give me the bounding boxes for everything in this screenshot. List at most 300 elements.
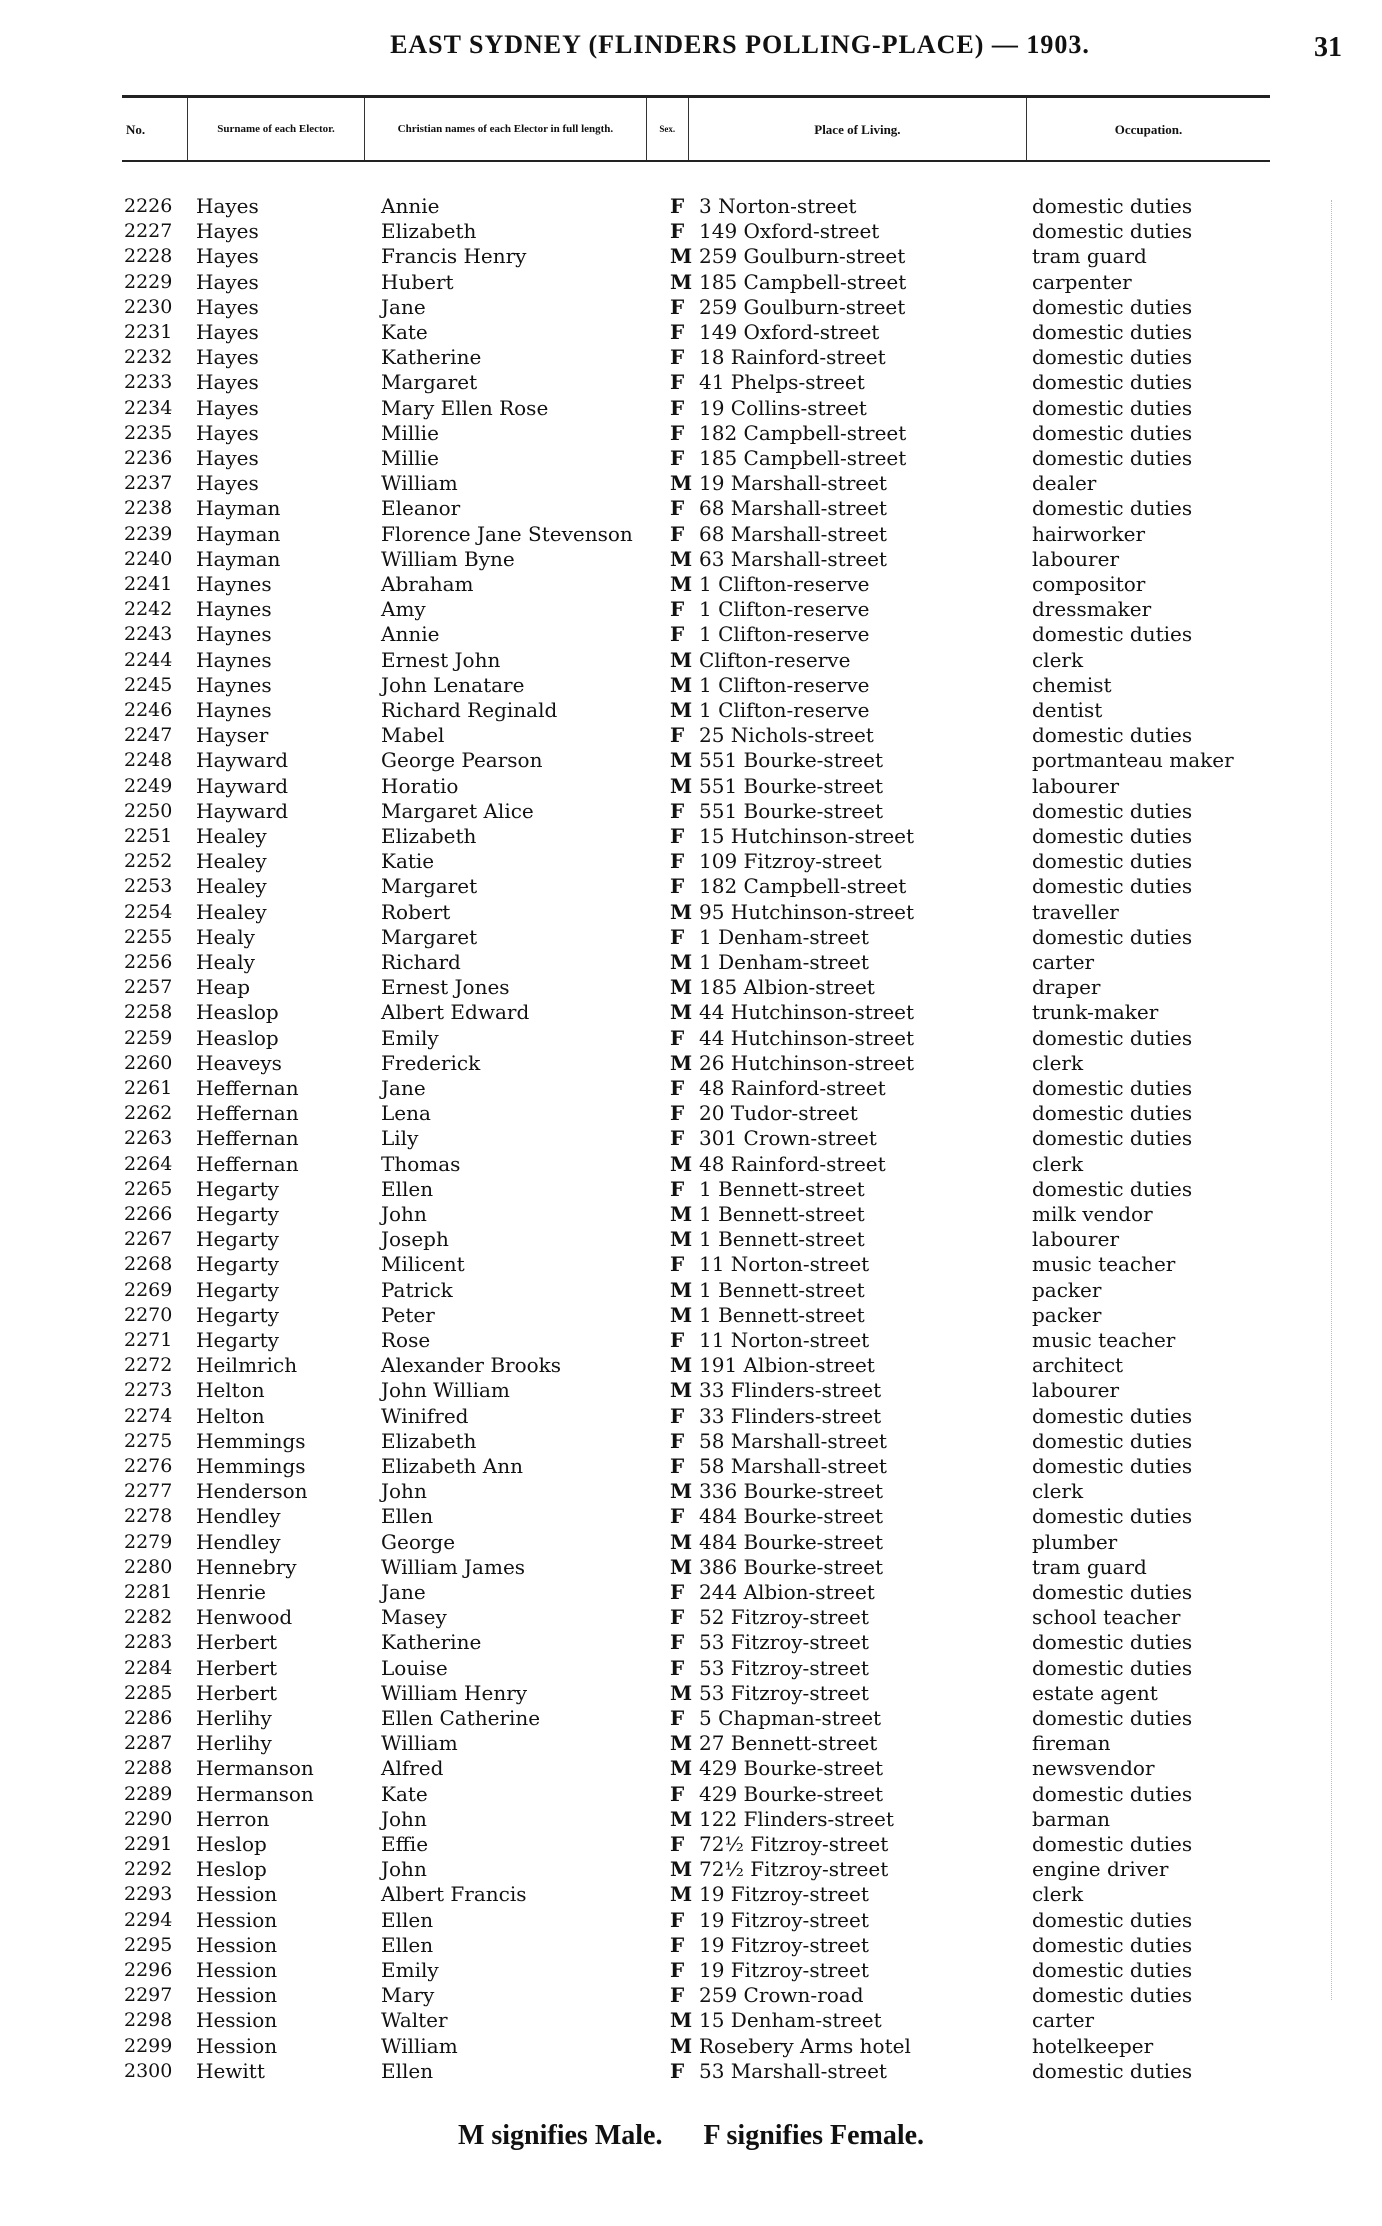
row-number: 2259 (124, 1026, 173, 1049)
row-place: 301 Crown-street (699, 1126, 877, 1151)
table-row (0, 370, 1382, 395)
row-place: 68 Marshall-street (699, 496, 887, 521)
row-occupation: school teacher (1032, 1605, 1181, 1630)
table-row (0, 270, 1382, 295)
row-surname: Haynes (196, 597, 272, 622)
row-number: 2258 (124, 1001, 173, 1024)
row-christian-names: Emily (381, 1958, 439, 1982)
row-number: 2291 (124, 1833, 173, 1855)
table-row (0, 1681, 1382, 1706)
row-number: 2277 (124, 1480, 173, 1503)
table-row (0, 1555, 1382, 1580)
row-christian-names: Winifred (381, 1403, 469, 1428)
row-sex: M (670, 1479, 693, 1504)
row-surname: Heffernan (196, 1101, 299, 1126)
row-place: 5 Chapman-street (699, 1706, 882, 1730)
row-christian-names: George (381, 1529, 456, 1554)
row-sex: M (670, 1680, 693, 1705)
row-place: 68 Marshall-street (699, 521, 887, 546)
row-surname: Heaslop (196, 1025, 279, 1050)
row-sex: M (670, 1302, 693, 1327)
table-row (0, 1252, 1382, 1277)
row-occupation: carpenter (1032, 269, 1132, 294)
row-number: 2237 (124, 472, 173, 495)
row-place: 33 Flinders-street (699, 1378, 882, 1403)
row-number: 2246 (124, 699, 173, 721)
row-christian-names: Elizabeth (381, 1428, 477, 1453)
row-occupation: domestic duties (1032, 798, 1193, 823)
table-row (0, 522, 1382, 547)
row-place: 1 Clifton-reserve (699, 597, 870, 622)
row-christian-names: Elizabeth (381, 824, 477, 848)
row-christian-names: Katie (381, 849, 435, 874)
row-christian-names: Mary (381, 1983, 435, 2008)
row-surname: Heaveys (196, 1050, 282, 1075)
row-occupation: domestic duties (1032, 1907, 1193, 1932)
row-christian-names: Eleanor (381, 496, 461, 521)
row-surname: Healey (196, 874, 267, 899)
row-sex: M (670, 1000, 693, 1025)
row-surname: Hegarty (196, 1302, 279, 1327)
row-surname: Hayes (196, 446, 259, 470)
row-surname: Hennebry (196, 1554, 297, 1579)
row-place: 259 Goulburn-street (699, 244, 906, 269)
row-place: 191 Albion-street (699, 1353, 875, 1378)
row-place: 429 Bourke-street (699, 1781, 883, 1806)
row-number: 2227 (124, 220, 173, 243)
row-sex: F (670, 496, 685, 521)
row-surname: Hewitt (196, 2058, 265, 2083)
row-place: 1 Denham-street (699, 924, 869, 949)
row-sex: F (670, 1706, 685, 1730)
row-number: 2272 (124, 1354, 173, 1377)
row-place: 259 Crown-road (699, 1983, 864, 2008)
row-sex: F (670, 723, 685, 748)
row-number: 2245 (124, 673, 173, 696)
row-number: 2244 (124, 648, 173, 671)
row-occupation: domestic duties (1032, 1832, 1193, 1856)
row-surname: Hayes (196, 345, 259, 370)
row-place: 26 Hutchinson-street (699, 1050, 915, 1075)
row-sex: F (670, 798, 685, 823)
row-occupation: clerk (1032, 1479, 1084, 1504)
table-row (0, 2059, 1382, 2084)
row-occupation: dealer (1032, 471, 1097, 496)
row-surname: Heap (196, 975, 251, 1000)
table-row (0, 622, 1382, 647)
row-sex: M (670, 1529, 693, 1554)
row-sex: F (670, 1126, 685, 1151)
row-christian-names: William James (381, 1554, 526, 1579)
row-occupation: clerk (1032, 1050, 1084, 1075)
row-number: 2232 (124, 346, 173, 369)
col-header-place: Place of Living. (689, 98, 1027, 160)
table-row (0, 1328, 1382, 1353)
row-number: 2273 (124, 1379, 173, 1402)
row-sex: F (670, 446, 685, 470)
row-christian-names: Frederick (381, 1050, 481, 1075)
table-row (0, 698, 1382, 723)
row-christian-names: Richard (381, 950, 461, 974)
row-place: 19 Fitzroy-street (699, 1882, 869, 1907)
row-surname: Heslop (196, 1832, 267, 1856)
row-number: 2266 (124, 1203, 173, 1225)
row-sex: F (670, 294, 685, 319)
row-surname: Hegarty (196, 1227, 279, 1252)
row-christian-names: Joseph (381, 1227, 449, 1252)
row-number: 2230 (124, 295, 173, 318)
row-sex: M (670, 471, 693, 496)
row-place: 95 Hutchinson-street (699, 899, 915, 924)
row-place: 1 Bennett-street (699, 1227, 865, 1252)
row-christian-names: Kate (381, 1781, 428, 1806)
table-row (0, 295, 1382, 320)
table-row (0, 1026, 1382, 1051)
table-row (0, 1857, 1382, 1882)
row-christian-names: Walter (381, 2008, 448, 2033)
row-occupation: traveller (1032, 899, 1119, 924)
table-row (0, 824, 1382, 849)
col-header-no: No. (122, 98, 188, 160)
row-sex: M (670, 1731, 693, 1756)
row-occupation: domestic duties (1032, 395, 1193, 420)
row-sex: F (670, 1176, 685, 1201)
table-row (0, 1731, 1382, 1756)
row-occupation: hotelkeeper (1032, 2033, 1154, 2058)
row-number: 2247 (124, 724, 173, 747)
row-number: 2282 (124, 1606, 173, 1629)
row-occupation: domestic duties (1032, 1781, 1193, 1806)
female-key: F signifies Female. (703, 2120, 925, 2151)
row-number: 2295 (124, 1933, 173, 1956)
row-surname: Haynes (196, 647, 272, 672)
table-row (0, 194, 1382, 219)
row-christian-names: Alfred (381, 1756, 444, 1781)
row-sex: F (670, 1932, 685, 1957)
row-occupation: carter (1032, 950, 1095, 974)
row-surname: Hegarty (196, 1277, 279, 1302)
table-row (0, 673, 1382, 698)
row-christian-names: Mary Ellen Rose (381, 395, 549, 420)
row-sex: F (670, 1655, 685, 1680)
row-sex: F (670, 1580, 685, 1604)
row-sex: M (670, 975, 693, 1000)
row-sex: F (670, 420, 685, 445)
table-row (0, 1051, 1382, 1076)
row-occupation: domestic duties (1032, 1076, 1193, 1100)
table-row (0, 1832, 1382, 1857)
row-occupation: fireman (1032, 1731, 1111, 1756)
row-number: 2294 (124, 1908, 173, 1931)
row-occupation: domestic duties (1032, 345, 1193, 370)
row-number: 2265 (124, 1177, 173, 1200)
row-christian-names: Masey (381, 1605, 447, 1630)
row-number: 2236 (124, 447, 173, 469)
row-occupation: domestic duties (1032, 1932, 1193, 1957)
row-occupation: domestic duties (1032, 1454, 1193, 1478)
row-sex: F (670, 1076, 685, 1100)
row-sex: M (670, 748, 693, 773)
row-christian-names: Katherine (381, 1630, 482, 1655)
row-place: 33 Flinders-street (699, 1403, 882, 1428)
row-place: 19 Fitzroy-street (699, 1932, 869, 1957)
row-sex: F (670, 1958, 685, 1982)
row-surname: Haynes (196, 572, 272, 596)
row-occupation: newsvendor (1032, 1756, 1155, 1781)
row-christian-names: Francis Henry (381, 244, 527, 269)
row-number: 2240 (124, 547, 173, 570)
table-row (0, 1630, 1382, 1655)
row-surname: Helton (196, 1403, 265, 1428)
table-row (0, 1076, 1382, 1101)
row-christian-names: Albert Francis (381, 1882, 527, 1907)
row-number: 2292 (124, 1858, 173, 1881)
row-occupation: domestic duties (1032, 1706, 1193, 1730)
row-sex: F (670, 1403, 685, 1428)
row-sex: M (670, 1227, 693, 1252)
row-sex: M (670, 1151, 693, 1176)
row-number: 2287 (124, 1732, 173, 1755)
row-occupation: engine driver (1032, 1857, 1169, 1882)
row-place: 72½ Fitzroy-street (699, 1832, 889, 1856)
row-sex: F (670, 1907, 685, 1932)
row-number: 2264 (124, 1152, 173, 1175)
row-number: 2293 (124, 1883, 173, 1906)
male-key: M signifies Male. (457, 2120, 663, 2151)
row-occupation: milk vendor (1032, 1202, 1153, 1226)
row-christian-names: Annie (381, 622, 440, 647)
row-number: 2284 (124, 1656, 173, 1679)
row-place: 72½ Fitzroy-street (699, 1857, 889, 1882)
row-christian-names: Millie (381, 446, 439, 470)
row-occupation: music teacher (1032, 1328, 1176, 1352)
row-surname: Heilmrich (196, 1353, 298, 1378)
row-sex: M (670, 244, 693, 269)
row-occupation: domestic duties (1032, 320, 1193, 344)
row-occupation: domestic duties (1032, 824, 1193, 848)
row-occupation: domestic duties (1032, 1176, 1193, 1201)
row-place: 3 Norton-street (699, 194, 857, 218)
row-christian-names: Katherine (381, 345, 482, 370)
row-occupation: domestic duties (1032, 1403, 1193, 1428)
row-occupation: labourer (1032, 1378, 1120, 1403)
row-surname: Healey (196, 899, 267, 924)
row-place: 63 Marshall-street (699, 546, 887, 571)
row-christian-names: Margaret (381, 874, 478, 899)
row-occupation: domestic duties (1032, 219, 1193, 244)
page-title: EAST SYDNEY (FLINDERS POLLING-PLACE) — 1903. (390, 30, 1090, 59)
row-surname: Haynes (196, 698, 272, 722)
row-surname: Hayman (196, 496, 281, 521)
row-surname: Heffernan (196, 1151, 299, 1176)
table-row (0, 1605, 1382, 1630)
row-surname: Herron (196, 1806, 270, 1831)
row-christian-names: Effie (381, 1832, 429, 1856)
row-number: 2299 (124, 2034, 173, 2057)
row-christian-names: Albert Edward (381, 1000, 530, 1025)
row-sex: M (670, 1857, 693, 1882)
row-christian-names: Ellen (381, 1176, 434, 1201)
row-sex: F (670, 1025, 685, 1050)
table-row (0, 774, 1382, 799)
row-christian-names: Jane (381, 1076, 426, 1100)
row-surname: Heaslop (196, 1000, 279, 1025)
row-occupation: tram guard (1032, 1554, 1147, 1579)
row-surname: Hession (196, 1882, 278, 1907)
table-row (0, 2034, 1382, 2059)
row-place: 48 Rainford-street (699, 1151, 886, 1176)
row-sex: M (670, 1756, 693, 1781)
page-number: 31 (1314, 32, 1342, 63)
row-surname: Henrie (196, 1580, 266, 1604)
row-place: 53 Marshall-street (699, 2058, 887, 2083)
row-place: 19 Fitzroy-street (699, 1958, 869, 1982)
row-surname: Hayes (196, 294, 259, 319)
table-row (0, 1504, 1382, 1529)
row-occupation: carter (1032, 2008, 1095, 2033)
row-christian-names: Margaret Alice (381, 798, 534, 823)
row-place: 19 Collins-street (699, 395, 867, 420)
table-row (0, 849, 1382, 874)
row-christian-names: Abraham (381, 572, 474, 596)
row-sex: F (670, 345, 685, 370)
row-place: 11 Norton-street (699, 1252, 870, 1277)
row-occupation: domestic duties (1032, 874, 1193, 899)
row-christian-names: Millie (381, 420, 439, 445)
row-number: 2231 (124, 321, 173, 343)
row-surname: Hayward (196, 748, 289, 773)
row-surname: Herlihy (196, 1706, 272, 1730)
row-occupation: domestic duties (1032, 1428, 1193, 1453)
table-row (0, 1429, 1382, 1454)
row-christian-names: Hubert (381, 269, 454, 294)
row-number: 2254 (124, 900, 173, 923)
row-sex: F (670, 370, 685, 395)
table-row (0, 471, 1382, 496)
row-sex: M (670, 672, 693, 697)
row-surname: Hayes (196, 320, 259, 344)
row-occupation: labourer (1032, 546, 1120, 571)
table-row (0, 950, 1382, 975)
table-row (0, 975, 1382, 1000)
row-number: 2267 (124, 1228, 173, 1251)
row-number: 2235 (124, 421, 173, 444)
table-row (0, 1227, 1382, 1252)
col-header-sex: Sex. (647, 98, 689, 160)
row-sex: F (670, 2058, 685, 2083)
row-occupation: architect (1032, 1353, 1124, 1378)
row-surname: Heslop (196, 1857, 267, 1882)
table-row (0, 1706, 1382, 1731)
table-row (0, 219, 1382, 244)
row-place: 18 Rainford-street (699, 345, 886, 370)
row-surname: Hegarty (196, 1328, 279, 1352)
row-christian-names: John (381, 1479, 427, 1504)
row-number: 2278 (124, 1505, 173, 1528)
table-row (0, 799, 1382, 824)
row-place: 484 Bourke-street (699, 1504, 883, 1529)
row-sex: F (670, 924, 685, 949)
row-number: 2249 (124, 774, 173, 797)
row-sex: M (670, 546, 693, 571)
row-christian-names: Louise (381, 1655, 448, 1680)
row-place: 58 Marshall-street (699, 1454, 887, 1478)
row-number: 2286 (124, 1707, 173, 1729)
row-surname: Hayward (196, 798, 289, 823)
row-occupation: domestic duties (1032, 622, 1193, 647)
row-surname: Hayes (196, 244, 259, 269)
row-christian-names: Mabel (381, 723, 445, 748)
row-sex: F (670, 1454, 685, 1478)
row-surname: Helton (196, 1378, 265, 1403)
row-number: 2226 (124, 195, 173, 217)
row-christian-names: John William (381, 1378, 510, 1403)
table-row (0, 1000, 1382, 1025)
row-occupation: packer (1032, 1277, 1102, 1302)
row-christian-names: William (381, 1731, 458, 1756)
row-christian-names: Alexander Brooks (381, 1353, 562, 1378)
row-sex: M (670, 1378, 693, 1403)
row-sex: F (670, 1630, 685, 1655)
row-christian-names: Horatio (381, 773, 459, 798)
row-occupation: estate agent (1032, 1680, 1158, 1705)
row-number: 2262 (124, 1102, 173, 1125)
row-number: 2276 (124, 1455, 173, 1477)
row-place: 185 Albion-street (699, 975, 875, 1000)
row-sex: F (670, 1983, 685, 2008)
table-row (0, 547, 1382, 572)
row-place: 122 Flinders-street (699, 1806, 894, 1831)
row-sex: F (670, 219, 685, 244)
row-place: 27 Bennett-street (699, 1731, 878, 1756)
row-number: 2238 (124, 497, 173, 520)
row-christian-names: William Byne (381, 546, 515, 571)
row-place: 58 Marshall-street (699, 1428, 887, 1453)
row-surname: Haynes (196, 672, 272, 697)
row-christian-names: Ellen (381, 2058, 434, 2083)
row-number: 2253 (124, 875, 173, 898)
row-christian-names: Elizabeth (381, 219, 477, 244)
row-place: 1 Bennett-street (699, 1176, 865, 1201)
row-occupation: domestic duties (1032, 1983, 1193, 2008)
row-sex: F (670, 1605, 685, 1630)
row-christian-names: Ernest Jones (381, 975, 510, 1000)
table-row (0, 1404, 1382, 1429)
row-occupation: dressmaker (1032, 597, 1152, 622)
row-number: 2280 (124, 1555, 173, 1578)
row-sex: M (670, 1050, 693, 1075)
row-number: 2248 (124, 749, 173, 772)
row-number: 2271 (124, 1329, 173, 1351)
row-occupation: chemist (1032, 672, 1112, 697)
row-occupation: labourer (1032, 1227, 1120, 1252)
row-christian-names: John (381, 1806, 427, 1831)
row-christian-names: Jane (381, 1580, 426, 1604)
row-number: 2290 (124, 1807, 173, 1830)
row-occupation: labourer (1032, 773, 1120, 798)
row-occupation: domestic duties (1032, 1958, 1193, 1982)
row-christian-names: William Henry (381, 1680, 528, 1705)
table-row (0, 1126, 1382, 1151)
column-header-row (122, 95, 1270, 162)
row-surname: Hayser (196, 723, 269, 748)
row-number: 2229 (124, 270, 173, 293)
table-row (0, 597, 1382, 622)
row-place: 1 Denham-street (699, 950, 869, 974)
page-edge-noise (1331, 200, 1362, 2000)
row-occupation: dentist (1032, 698, 1103, 722)
col-header-occupation: Occupation. (1114, 121, 1183, 137)
